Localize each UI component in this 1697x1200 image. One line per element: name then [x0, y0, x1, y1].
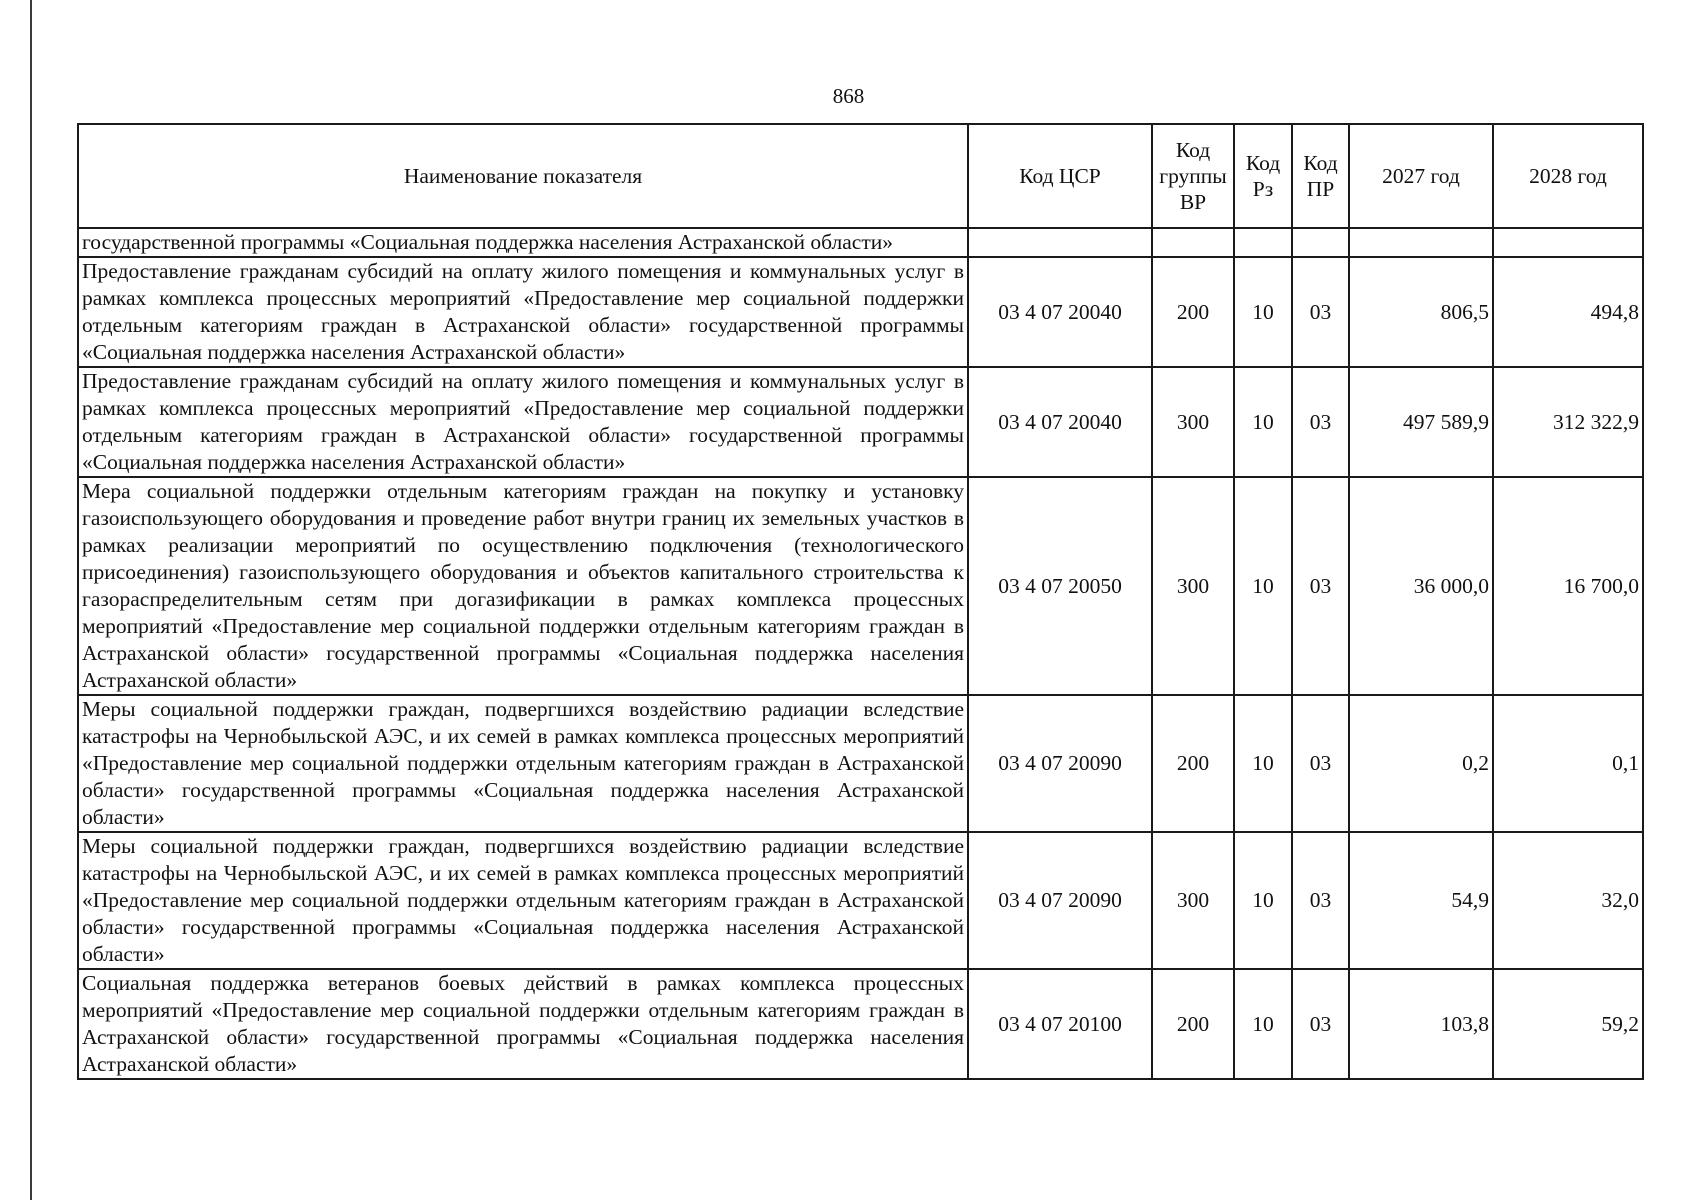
- row-rz: [1234, 228, 1292, 257]
- row-2028: 494,8: [1493, 257, 1643, 367]
- row-pr: 03: [1292, 477, 1349, 695]
- row-csr: 03 4 07 20040: [968, 257, 1152, 367]
- table-row: [78, 969, 1643, 1079]
- row-rz: 10: [1234, 367, 1292, 477]
- row-2028: 59,2: [1493, 969, 1643, 1079]
- table-row: [78, 367, 1643, 477]
- row-pr: 03: [1292, 695, 1349, 832]
- row-vr: 300: [1152, 367, 1234, 477]
- row-2027: 0,2: [1349, 695, 1493, 832]
- row-csr: 03 4 07 20090: [968, 695, 1152, 832]
- table-row: [78, 695, 1643, 832]
- header-2027: 2027 год: [1349, 124, 1493, 228]
- row-csr: 03 4 07 20100: [968, 969, 1152, 1079]
- row-vr: 200: [1152, 257, 1234, 367]
- row-pr: [1292, 228, 1349, 257]
- row-rz: 10: [1234, 969, 1292, 1079]
- row-vr: [1152, 228, 1234, 257]
- row-2028: [1493, 228, 1643, 257]
- header-rz: Код Рз: [1234, 124, 1292, 228]
- table-row: [78, 257, 1643, 367]
- header-2028: 2028 год: [1493, 124, 1643, 228]
- row-2027: [1349, 228, 1493, 257]
- row-2027: 806,5: [1349, 257, 1493, 367]
- row-csr: 03 4 07 20040: [968, 367, 1152, 477]
- header-pr: Код ПР: [1292, 124, 1349, 228]
- row-2028: 16 700,0: [1493, 477, 1643, 695]
- row-vr: 300: [1152, 477, 1234, 695]
- row-pr: 03: [1292, 832, 1349, 969]
- row-rz: 10: [1234, 695, 1292, 832]
- table-header-row: [78, 124, 1643, 228]
- row-2028: 32,0: [1493, 832, 1643, 969]
- table-row: [78, 477, 1643, 695]
- row-name: Меры социальной поддержки граждан, подвергшихся воздействию радиации вследствие катастрофы на Чернобыльской АЭС, и их семей в рамках комплекса процессных мероприятий «Предоставление мер социальной поддержки отдельным категориям граждан в Астраханской области» государственной программы «Социальная поддержка населения Астраханской области»: [78, 695, 968, 832]
- row-name: Меры социальной поддержки граждан, подвергшихся воздействию радиации вследствие катастрофы на Чернобыльской АЭС, и их семей в рамках комплекса процессных мероприятий «Предоставление мер социальной поддержки отдельным категориям граждан в Астраханской области» государственной программы «Социальная поддержка населения Астраханской области»: [78, 832, 968, 969]
- row-rz: 10: [1234, 832, 1292, 969]
- table-row: [78, 832, 1643, 969]
- row-2028: 312 322,9: [1493, 367, 1643, 477]
- row-2028: 0,1: [1493, 695, 1643, 832]
- row-name: государственной программы «Социальная поддержка населения Астраханской области»: [78, 228, 968, 257]
- row-rz: 10: [1234, 477, 1292, 695]
- row-2027: 54,9: [1349, 832, 1493, 969]
- row-vr: 200: [1152, 969, 1234, 1079]
- row-vr: 300: [1152, 832, 1234, 969]
- row-csr: 03 4 07 20050: [968, 477, 1152, 695]
- row-name: Мера социальной поддержки отдельным категориям граждан на покупку и установку газоиспользующего оборудования и проведение работ внутри границ их земельных участков в рамках реализации мероприятий по осуществлению подключения (технологического присоединения) газоиспользующего оборудования и объектов капитального строительства к газораспределительным сетям при догазификации в рамках комплекса процессных мероприятий «Предоставление мер социальной поддержки отдельным категориям граждан в Астраханской области» государственной программы «Социальная поддержка населения Астраханской области»: [78, 477, 968, 695]
- row-name: Предоставление гражданам субсидий на оплату жилого помещения и коммунальных услуг в рамках комплекса процессных мероприятий «Предоставление мер социальной поддержки отдельным категориям граждан в Астраханской области» государственной программы «Социальная поддержка населения Астраханской области»: [78, 257, 968, 367]
- header-name: Наименование показателя: [78, 124, 968, 228]
- row-csr: [968, 228, 1152, 257]
- header-vr: Код группы ВР: [1152, 124, 1234, 228]
- row-2027: 497 589,9: [1349, 367, 1493, 477]
- table-row: [78, 228, 1643, 257]
- row-2027: 36 000,0: [1349, 477, 1493, 695]
- row-2027: 103,8: [1349, 969, 1493, 1079]
- row-vr: 200: [1152, 695, 1234, 832]
- row-pr: 03: [1292, 257, 1349, 367]
- budget-table: [77, 123, 1644, 1080]
- scan-left-edge: [30, 0, 32, 1200]
- row-name: Предоставление гражданам субсидий на оплату жилого помещения и коммунальных услуг в рамках комплекса процессных мероприятий «Предоставление мер социальной поддержки отдельным категориям граждан в Астраханской области» государственной программы «Социальная поддержка населения Астраханской области»: [78, 367, 968, 477]
- header-csr: Код ЦСР: [968, 124, 1152, 228]
- row-pr: 03: [1292, 367, 1349, 477]
- row-pr: 03: [1292, 969, 1349, 1079]
- page-number: 868: [832, 84, 865, 108]
- row-rz: 10: [1234, 257, 1292, 367]
- row-csr: 03 4 07 20090: [968, 832, 1152, 969]
- row-name: Социальная поддержка ветеранов боевых действий в рамках комплекса процессных мероприятий «Предоставление мер социальной поддержки отдельным категориям граждан в Астраханской области» государственной программы «Социальная поддержка населения Астраханской области»: [78, 969, 968, 1079]
